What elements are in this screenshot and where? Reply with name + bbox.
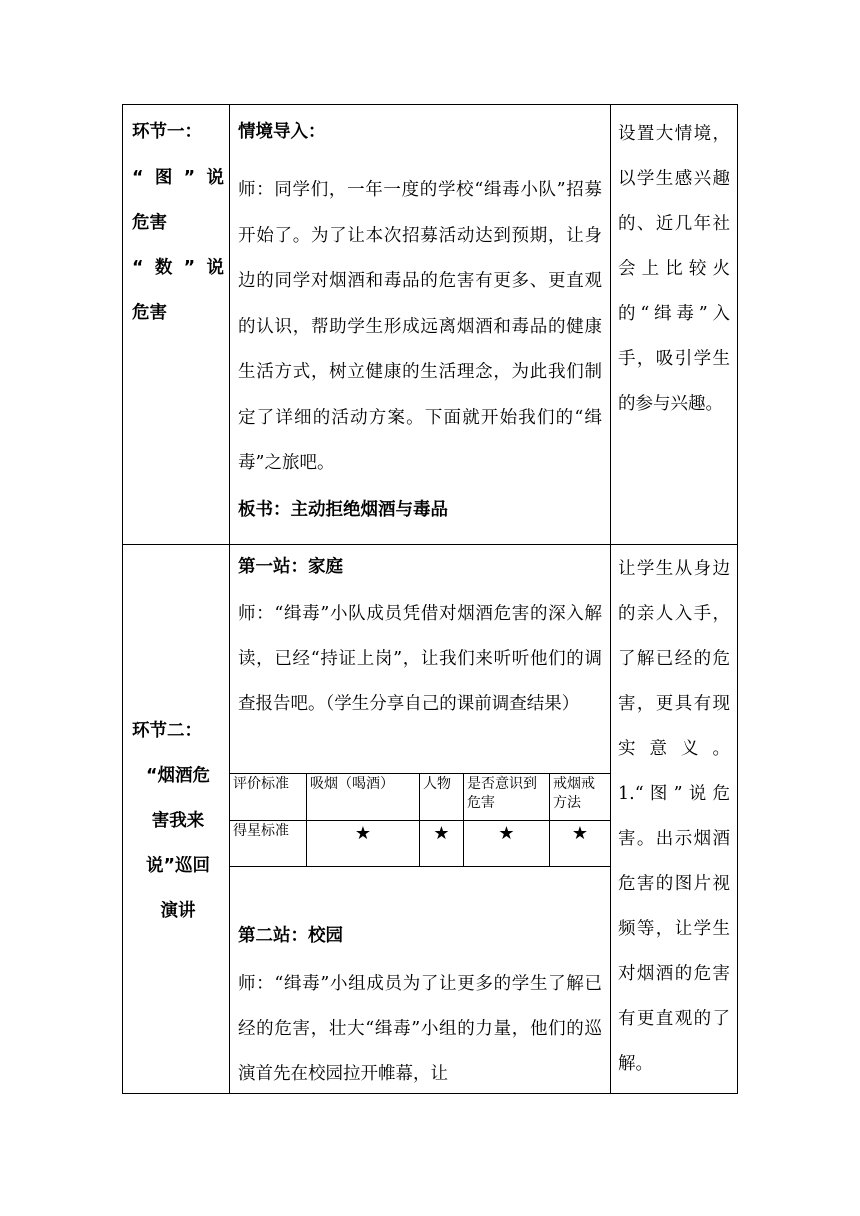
stage1-design-note: 设置大情境，以学生感兴趣的、近几年社会上比较火的“缉毒”入手，吸引学生的参与兴趣。 bbox=[618, 124, 730, 414]
stage1-title-line2: 危害 bbox=[132, 213, 167, 233]
stage1-label: 环节一： bbox=[132, 122, 202, 142]
stage1-title-line4: 危害 bbox=[132, 303, 167, 323]
stage2-title-line1: “烟酒危 bbox=[145, 766, 210, 786]
stage2-title-line4: 演讲 bbox=[160, 901, 196, 921]
rating-header-person: 人物 bbox=[419, 773, 464, 821]
rating-header-criteria: 评价标准 bbox=[229, 773, 307, 821]
stage2-title-line2: 害我来 bbox=[151, 811, 205, 831]
star-icon: ★ bbox=[306, 820, 420, 867]
stage1-title-line1: “图”说 bbox=[132, 168, 224, 188]
rating-row-label: 得星标准 bbox=[229, 820, 307, 867]
board-note: 板书：主动拒绝烟酒与毒品 bbox=[238, 500, 448, 520]
station1-paragraph: 师：“缉毒”小队成员凭借对烟酒危害的深入解读，已经“持证上岗”，让我们来听听他们的调查报告吧。（学生分享自己的课前调查结果） bbox=[238, 604, 602, 714]
rating-table bbox=[229, 773, 611, 867]
stage2-design-note: 让学生从身边的亲人入手，了解已经的危害，更具有现实意义。1.“图”说危害。出示烟酒危害的图片视频等，让学生对烟酒的危害有更直观的了解。 bbox=[618, 559, 730, 1074]
stage2-title-line3: 说”巡回 bbox=[145, 856, 210, 876]
rating-header-method: 戒烟戒方法 bbox=[549, 773, 611, 821]
star-icon: ★ bbox=[419, 820, 464, 867]
station2-paragraph: 师：“缉毒”小组成员为了让更多的学生了解已经的危害，壮大“缉毒”小组的力量，他们的巡演首先在校园拉开帷幕，让 bbox=[238, 974, 602, 1084]
station2-heading: 第二站：校园 bbox=[238, 926, 343, 946]
rating-header-awareness: 是否意识到危害 bbox=[463, 773, 550, 821]
stage1-title-line3: “数”说 bbox=[132, 258, 224, 278]
scenario-heading: 情境导入： bbox=[238, 122, 326, 142]
stage2-label: 环节二： bbox=[132, 721, 202, 741]
star-icon: ★ bbox=[549, 820, 611, 867]
star-icon: ★ bbox=[463, 820, 550, 867]
scenario-paragraph: 师：同学们，一年一度的学校“缉毒小队”招募开始了。为了让本次招募活动达到预期，让身边的同学对烟酒和毒品的危害有更多、更直观的认识，帮助学生形成远离烟酒和毒品的健康生活方式，树立健康的生活理念，为此我们制定了详细的活动方案。下面就开始我们的“缉毒”之旅吧。 bbox=[238, 180, 602, 473]
station1-heading: 第一站：家庭 bbox=[238, 557, 343, 577]
rating-header-smoking: 吸烟（喝酒） bbox=[306, 773, 420, 821]
